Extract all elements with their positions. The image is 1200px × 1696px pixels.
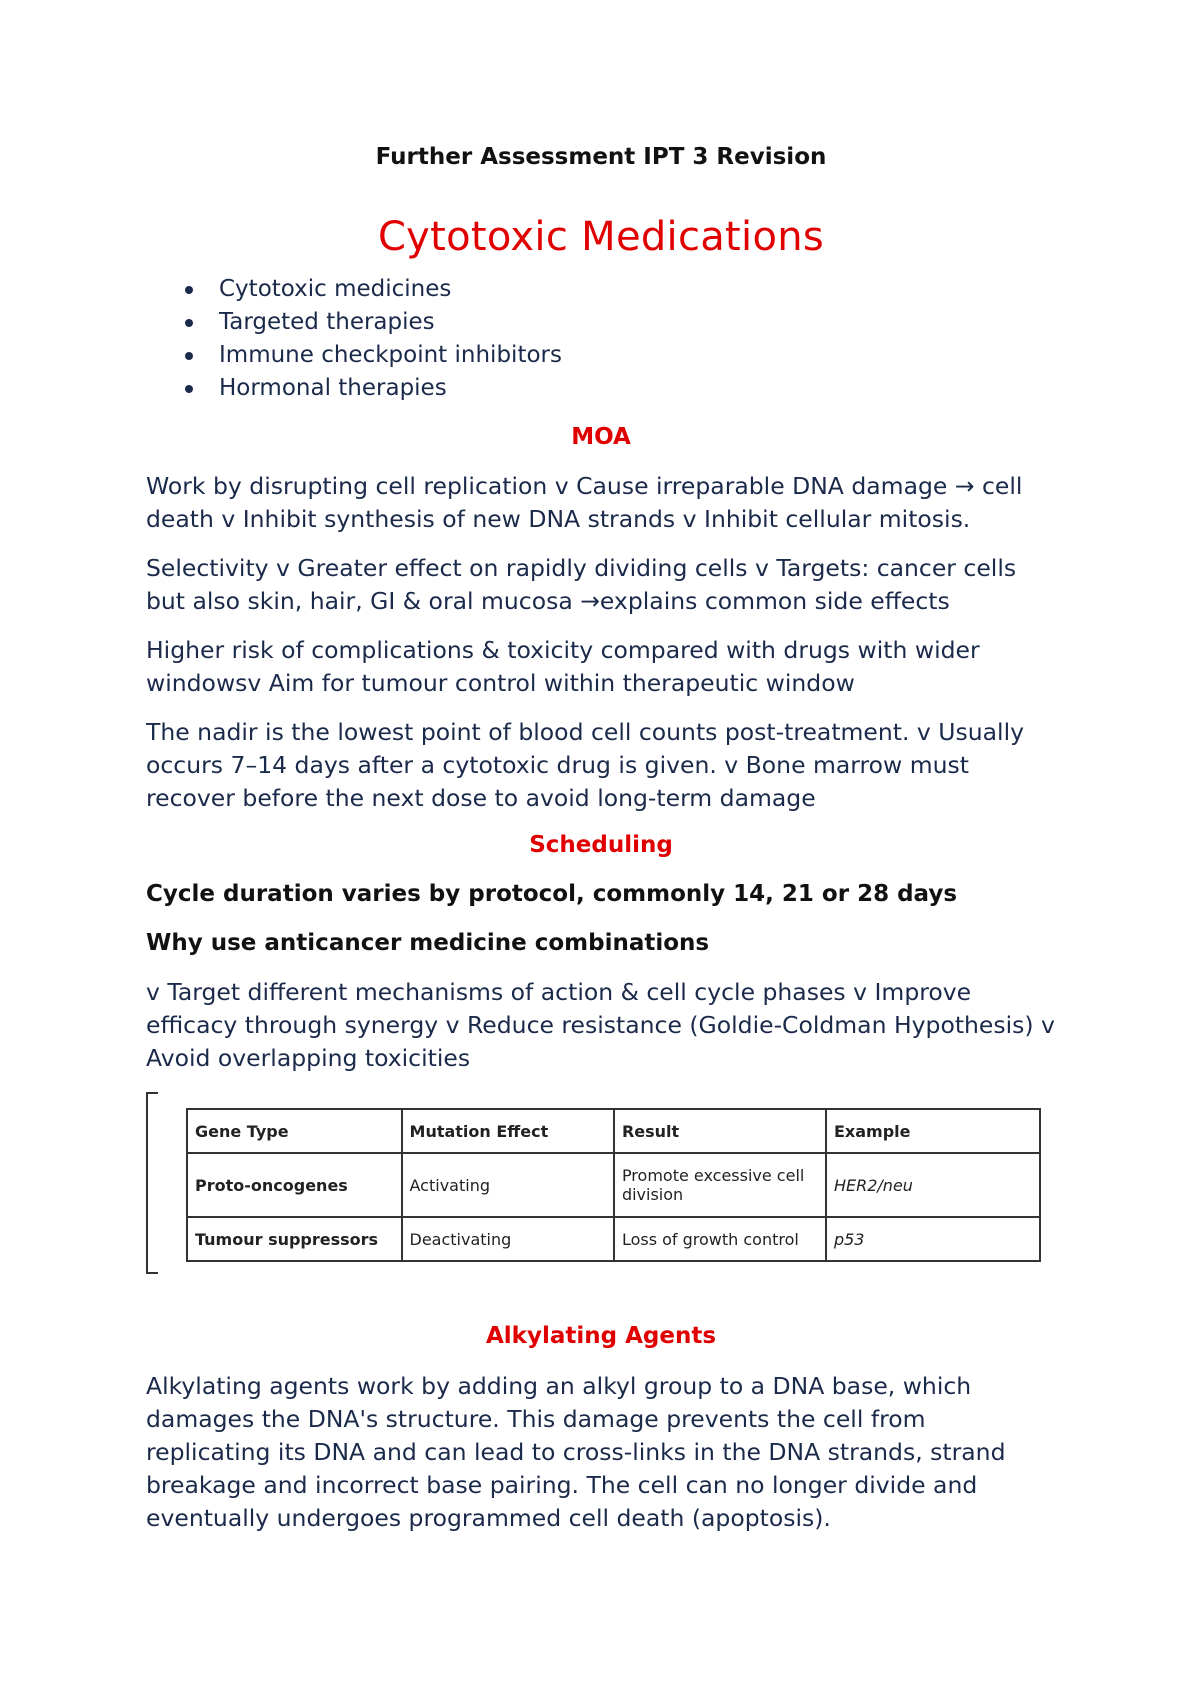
figure-border — [146, 1092, 158, 1274]
table-header-cell: Mutation Effect — [402, 1109, 614, 1153]
alkylating-paragraph: Alkylating agents work by adding an alkyl group to a DNA base, which damages the DNA's structure. This damage prevents the cell from replicating its DNA and can lead to cross-links in the DNA strands, strand breakage and incorrect base pairing. The cell can no longer divide and eventually undergoes programmed cell death (apoptosis). — [146, 1372, 1006, 1532]
moa-paragraph-2: Selectivity v Greater effect on rapidly dividing cells v Targets: cancer cells but also skin, hair, GI & oral mucosa →explains common side effects — [146, 554, 1017, 615]
bullet-item: Targeted therapies — [219, 306, 562, 339]
topic-bullet-list — [146, 273, 562, 405]
moa-heading: MOA — [571, 424, 631, 450]
combinations-paragraph: v Target different mechanisms of action & cell cycle phases v Improve efficacy through synergy v Reduce resistance (Goldie-Coldman Hypothesis) v Avoid overlapping toxicities — [146, 978, 1055, 1072]
gene-type-table — [186, 1108, 1041, 1262]
table-header-cell: Gene Type — [187, 1109, 402, 1153]
moa-paragraph-4: The nadir is the lowest point of blood cell counts post-treatment. v Usually occurs 7–14 days after a cytotoxic drug is given. v Bone marrow must recover before the next dose to avoid long-term damage — [146, 718, 1025, 812]
bullet-item: Hormonal therapies — [219, 372, 562, 405]
bullet-item: Immune checkpoint inhibitors — [219, 339, 562, 372]
alkylating-heading: Alkylating Agents — [485, 1323, 717, 1349]
table-row — [187, 1217, 1040, 1261]
combinations-subheading: Why use anticancer medicine combinations — [146, 930, 710, 956]
scheduling-heading: Scheduling — [529, 832, 673, 858]
moa-paragraph-1: Work by disrupting cell replication v Cause irreparable DNA damage → cell death v Inhibit synthesis of new DNA strands v Inhibit cellular mitosis. — [146, 472, 1023, 533]
table-cell: Tumour suppressors — [187, 1217, 402, 1261]
table-cell: Activating — [402, 1153, 614, 1217]
table-cell: Promote excessive cell division — [614, 1153, 826, 1217]
table-cell: Deactivating — [402, 1217, 614, 1261]
bullet-item: Cytotoxic medicines — [219, 273, 562, 306]
main-heading: Cytotoxic Medications — [377, 214, 825, 260]
table-cell: Loss of growth control — [614, 1217, 826, 1261]
cycle-duration-line: Cycle duration varies by protocol, commonly 14, 21 or 28 days — [146, 881, 958, 907]
table-cell: HER2/neu — [826, 1153, 1040, 1217]
table-row — [187, 1153, 1040, 1217]
table-header-cell: Result — [614, 1109, 826, 1153]
table-cell: Proto-oncogenes — [187, 1153, 402, 1217]
table-cell: p53 — [826, 1217, 1040, 1261]
document-title: Further Assessment IPT 3 Revision — [375, 144, 827, 170]
table-header-cell: Example — [826, 1109, 1040, 1153]
gene-table-figure — [146, 1092, 1068, 1272]
moa-paragraph-3: Higher risk of complications & toxicity compared with drugs with wider windowsv Aim for tumour control within therapeutic window — [146, 636, 980, 697]
table-header-row — [187, 1109, 1040, 1153]
